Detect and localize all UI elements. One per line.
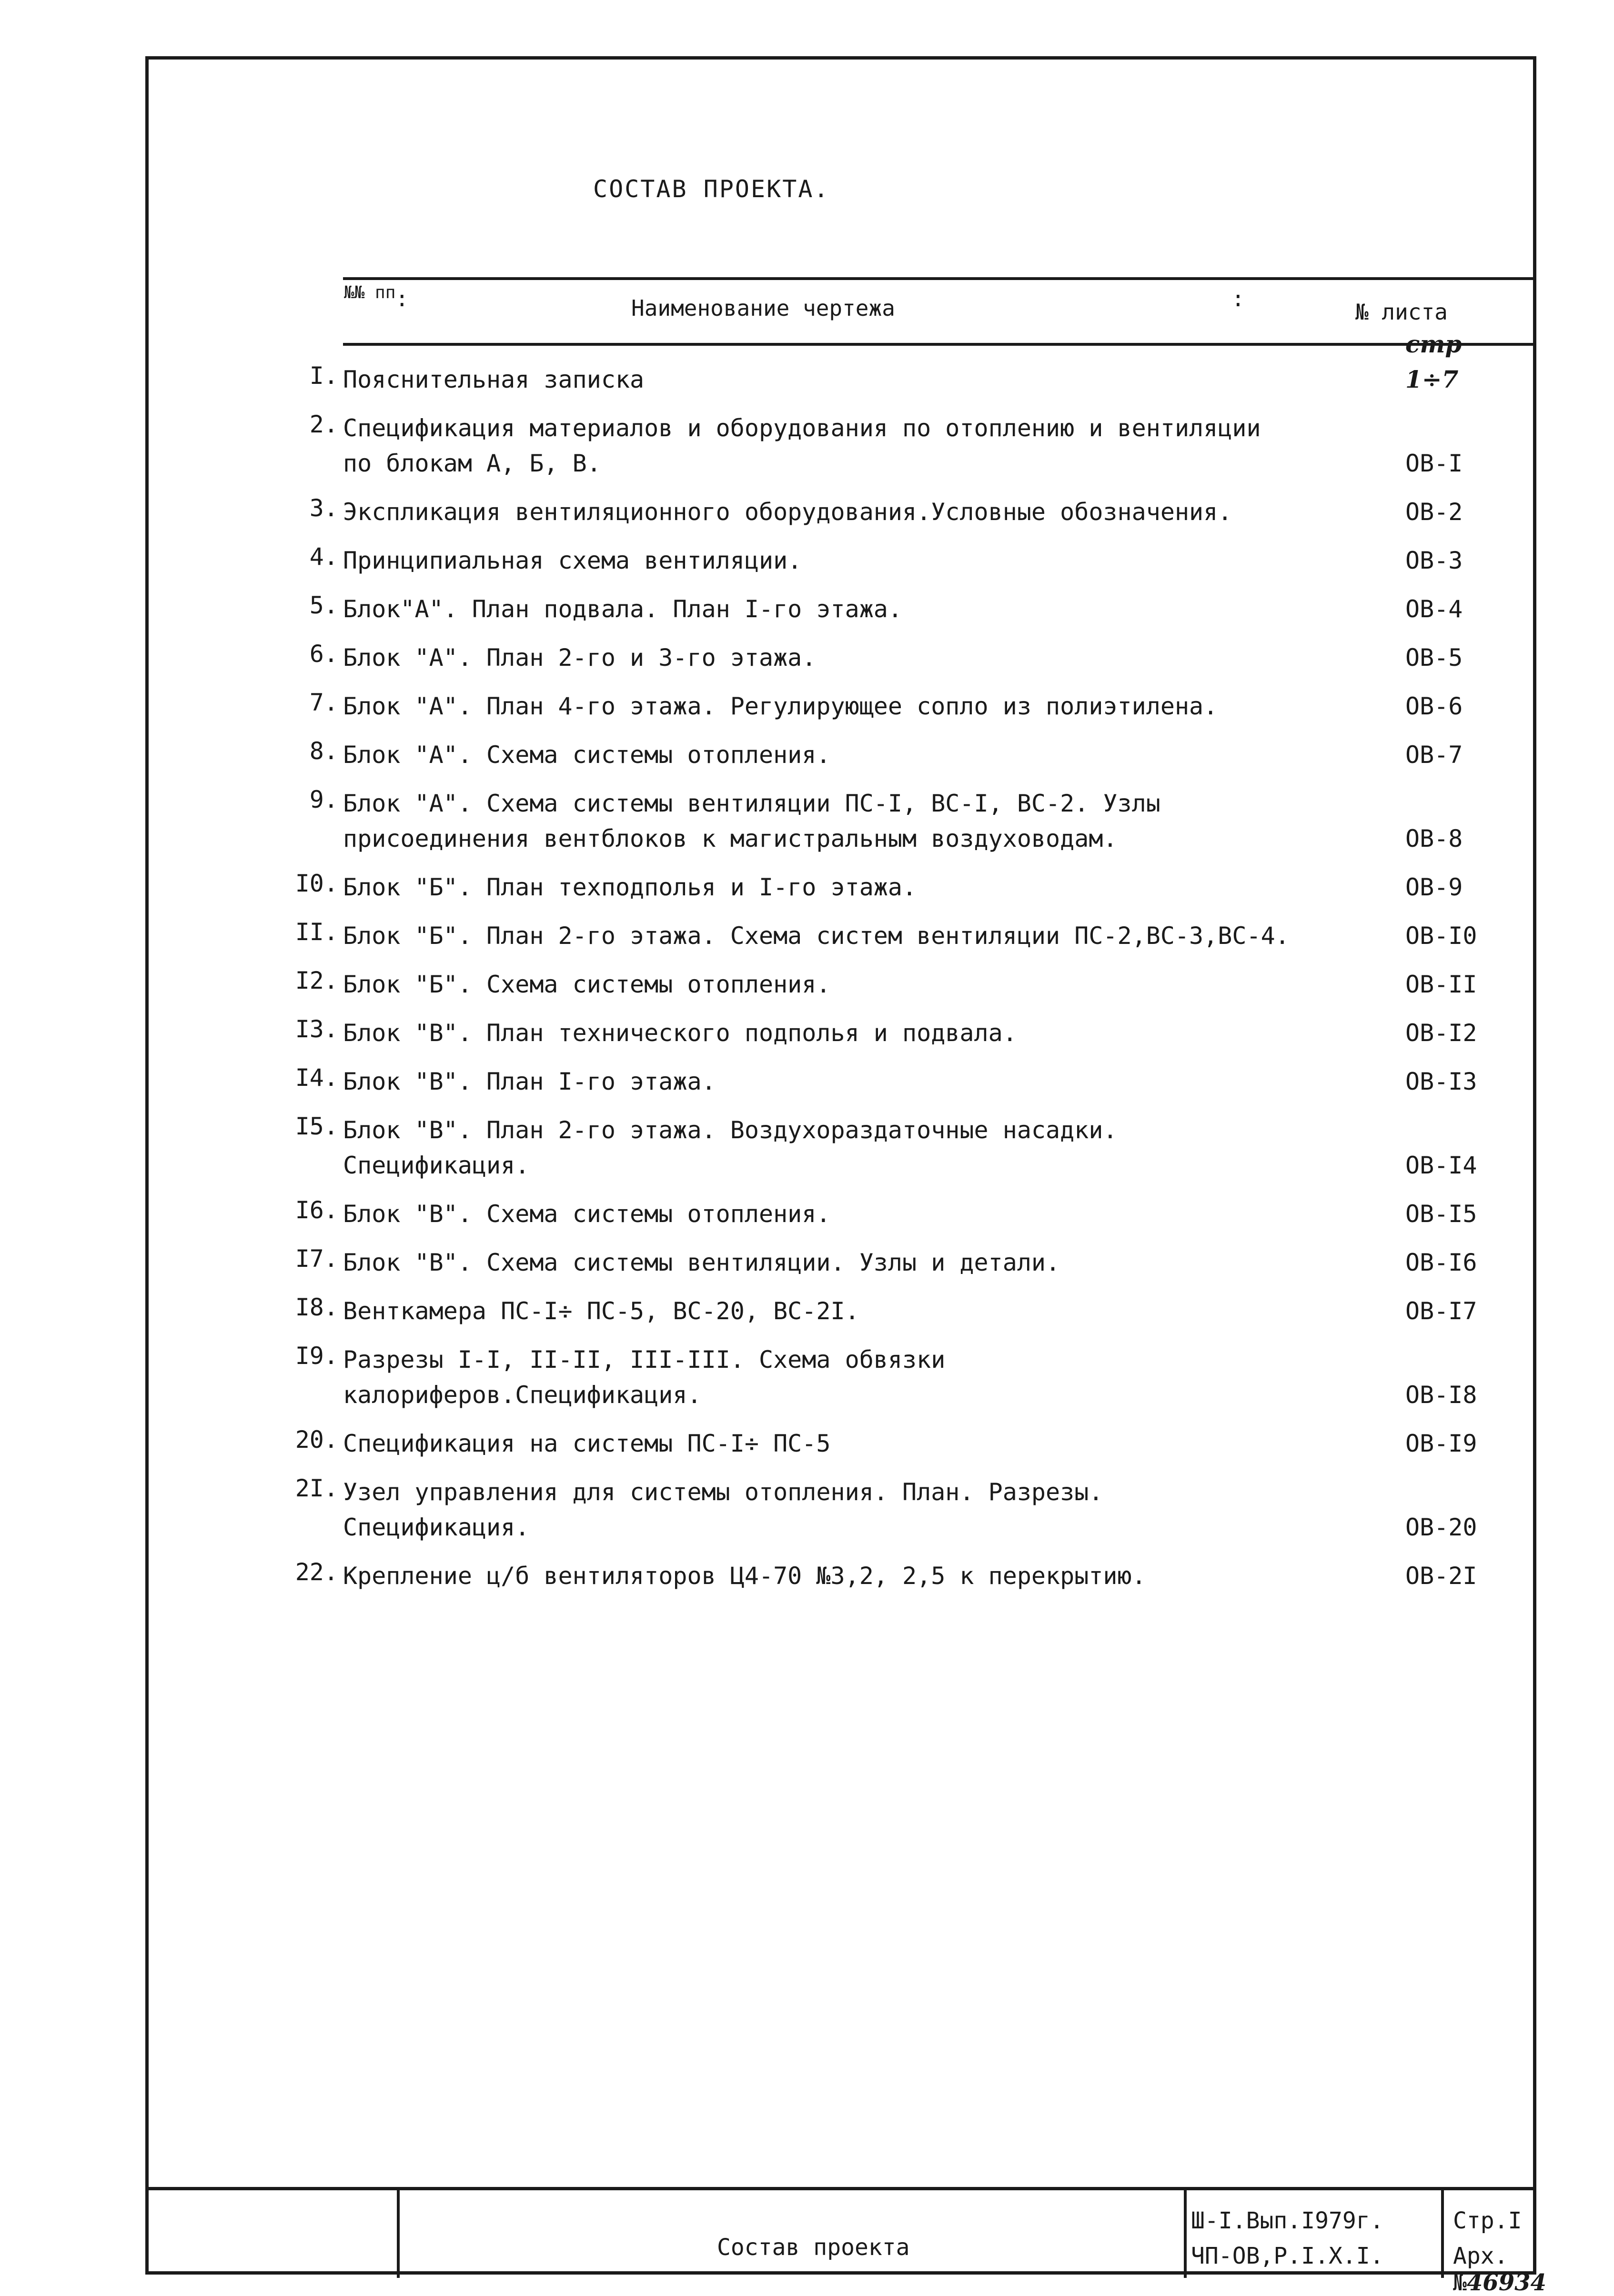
- item-title: Блок "В". План I-го этажа.: [343, 1068, 716, 1095]
- item-number: 2.: [309, 411, 338, 438]
- item-title: Спецификация материалов и оборудования по отоплению и вентиляции по блокам А, Б, В.: [343, 414, 1261, 477]
- list-item: [309, 640, 1510, 675]
- item-sheet: ОВ-I7: [1405, 1297, 1477, 1325]
- item-number: I0.: [295, 870, 338, 897]
- item-sheet: ОВ-2I: [1405, 1562, 1477, 1590]
- item-sheet: ОВ-5: [1405, 644, 1463, 672]
- item-number: 8.: [309, 737, 338, 765]
- stamp-page: Стр.I: [1453, 2207, 1522, 2234]
- list-item: [309, 494, 1510, 530]
- item-sheet: ОВ-I2: [1405, 1019, 1477, 1047]
- item-title: Блок "В". Схема системы вентиляции. Узлы и детали.: [343, 1249, 1060, 1276]
- item-number: 5.: [309, 592, 338, 619]
- item-title: Блок"А". План подвала. План I-го этажа.: [343, 595, 902, 623]
- item-title: Блок "А". Схема системы вентиляции ПС-I, ВС-I, ВС-2. Узлы присоединения вентблоков к магистральным воздуховодам.: [343, 790, 1160, 852]
- header-col-sheet: № листа: [1355, 299, 1448, 325]
- item-sheet: ОВ-7: [1405, 741, 1463, 769]
- list-item: [295, 870, 1510, 905]
- item-title: Блок "Б". План 2-го этажа. Схема систем вентиляции ПС-2,ВС-3,ВС-4.: [343, 922, 1290, 950]
- item-sheet: ОВ-I3: [1405, 1068, 1477, 1095]
- item-sheet: стр 1÷7: [1405, 330, 1462, 393]
- item-title: Принципиальная схема вентиляции.: [343, 547, 802, 574]
- list-item: [295, 1196, 1510, 1232]
- item-sheet: ОВ-20: [1405, 1514, 1477, 1541]
- header-col-name: Наименование чертежа: [631, 295, 895, 321]
- stamp-divider: [1441, 2190, 1444, 2278]
- header-col-num: №№ пп: [344, 283, 396, 302]
- item-number: 3.: [309, 494, 338, 522]
- item-title: Блок "В". План технического подполья и подвала.: [343, 1019, 1017, 1047]
- stamp-code-line2: ЧП-ОВ,Р.I.Х.I.: [1191, 2243, 1384, 2269]
- item-sheet: ОВ-I9: [1405, 1430, 1477, 1457]
- stamp-divider: [1184, 2190, 1187, 2278]
- header-bottom-rule: [343, 343, 1536, 346]
- item-title: Блок "А". План 2-го и 3-го этажа.: [343, 644, 817, 672]
- item-sheet: ОВ-3: [1405, 547, 1463, 574]
- item-title: Венткамера ПС-I÷ ПС-5, ВС-20, ВС-2I.: [343, 1297, 859, 1325]
- item-title: Спецификация на системы ПС-I÷ ПС-5: [343, 1430, 831, 1457]
- item-sheet: ОВ-I5: [1405, 1200, 1477, 1228]
- item-title: Блок "А". План 4-го этажа. Регулирующее сопло из полиэтилена.: [343, 692, 1218, 720]
- stamp-archive-label: Арх.№: [1453, 2243, 1508, 2296]
- stamp-name: Состав проекта: [717, 2234, 910, 2261]
- list-item: [295, 1113, 1510, 1183]
- header-separator: :: [1231, 286, 1245, 311]
- item-number: 6.: [309, 640, 338, 668]
- item-sheet: ОВ-6: [1405, 692, 1463, 720]
- item-sheet: ОВ-I: [1405, 450, 1463, 477]
- item-number: I2.: [295, 967, 338, 994]
- item-number: I9.: [295, 1342, 338, 1370]
- list-item: [295, 1426, 1510, 1461]
- list-item: [295, 1015, 1510, 1051]
- item-title: Блок "Б". Схема системы отопления.: [343, 971, 831, 998]
- item-sheet: ОВ-I4: [1405, 1152, 1477, 1179]
- list-item: [309, 411, 1510, 481]
- item-sheet: ОВ-I0: [1405, 922, 1477, 950]
- item-number: I5.: [295, 1113, 338, 1140]
- item-number: I8.: [295, 1293, 338, 1321]
- item-title: Пояснительная записка: [343, 366, 645, 393]
- drawings-list: [295, 330, 1510, 1607]
- item-title: Разрезы I-I, II-II, III-III. Схема обвязки калориферов.Спецификация.: [343, 1346, 946, 1409]
- item-sheet: ОВ-9: [1405, 873, 1463, 901]
- item-sheet: ОВ-I8: [1405, 1381, 1477, 1409]
- item-sheet: ОВ-2: [1405, 498, 1463, 526]
- stamp-code-line1: Ш-I.Вып.I979г.: [1191, 2207, 1384, 2234]
- item-number: I6.: [295, 1196, 338, 1224]
- page-title: СОСТАВ ПРОЕКТА.: [593, 175, 830, 203]
- list-item: [309, 330, 1510, 397]
- list-item: [295, 1064, 1510, 1099]
- item-number: I7.: [295, 1245, 338, 1273]
- header-separator: :: [395, 286, 409, 311]
- item-number: I4.: [295, 1064, 338, 1092]
- item-number: 4.: [309, 543, 338, 571]
- list-item: [309, 543, 1510, 578]
- list-item: [295, 1558, 1510, 1594]
- list-item: [309, 786, 1510, 856]
- list-item: [309, 592, 1510, 627]
- stamp-archive: [1453, 2243, 1546, 2296]
- item-title: Крепление ц/б вентиляторов Ц4-70 №3,2, 2,5 к перекрытию.: [343, 1562, 1146, 1590]
- item-title: Узел управления для системы отопления. План. Разрезы. Спецификация.: [343, 1478, 1103, 1541]
- item-number: II.: [295, 918, 338, 946]
- item-number: I.: [309, 362, 338, 390]
- item-title: Блок "В". План 2-го этажа. Воздухораздаточные насадки. Спецификация.: [343, 1116, 1118, 1179]
- item-title: Блок "А". Схема системы отопления.: [343, 741, 831, 769]
- list-item: [295, 967, 1510, 1002]
- list-item: [295, 1474, 1510, 1545]
- item-number: 20.: [295, 1426, 338, 1454]
- item-number: 22.: [295, 1558, 338, 1586]
- list-item: [309, 737, 1510, 772]
- list-item: [295, 1245, 1510, 1280]
- item-sheet: ОВ-I6: [1405, 1249, 1477, 1276]
- header-top-rule: [343, 277, 1536, 280]
- item-number: 7.: [309, 689, 338, 716]
- list-item: [295, 1342, 1510, 1413]
- list-item: [309, 689, 1510, 724]
- list-item: [295, 918, 1510, 953]
- title-block: [145, 2187, 1546, 2296]
- item-title: Блок "Б". План техподполья и I-го этажа.: [343, 873, 917, 901]
- item-sheet: ОВ-4: [1405, 595, 1463, 623]
- item-sheet: ОВ-II: [1405, 971, 1477, 998]
- item-title: Экспликация вентиляционного оборудования.Условные обозначения.: [343, 498, 1232, 526]
- list-item: [295, 1293, 1510, 1329]
- item-number: I3.: [295, 1015, 338, 1043]
- item-title: Блок "В". Схема системы отопления.: [343, 1200, 831, 1228]
- item-number: 2I.: [295, 1474, 338, 1502]
- item-sheet: ОВ-8: [1405, 825, 1463, 852]
- item-number: 9.: [309, 786, 338, 813]
- stamp-archive-number: 46934: [1466, 2269, 1546, 2296]
- stamp-divider: [397, 2190, 400, 2278]
